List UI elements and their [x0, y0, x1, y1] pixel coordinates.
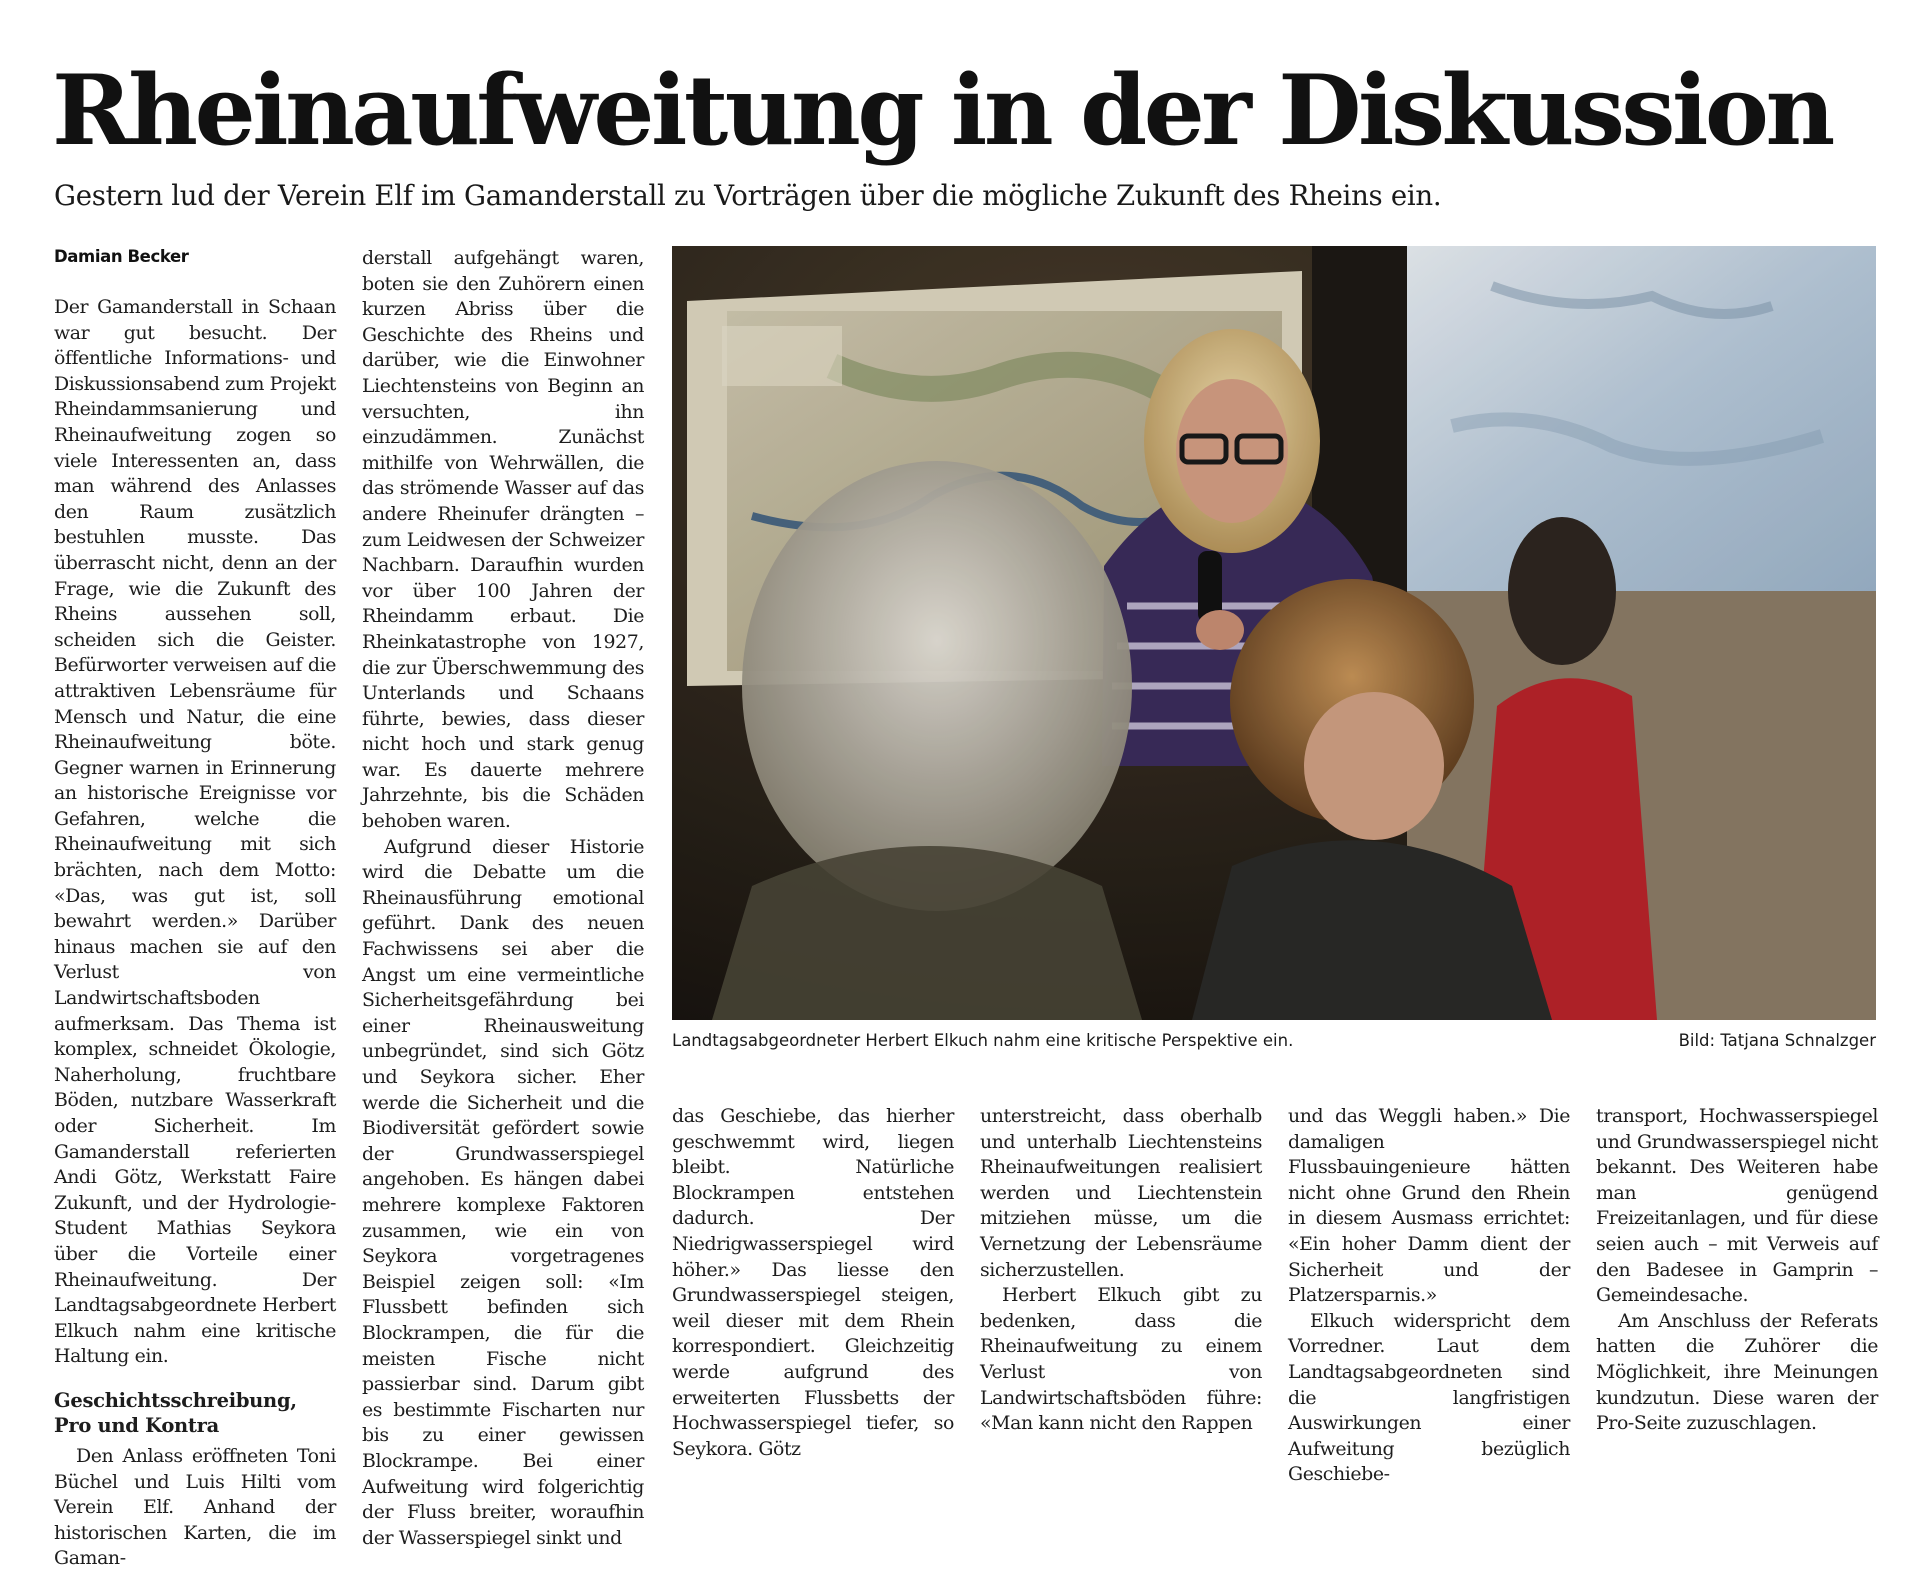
article-paragraph: Aufgrund dieser Historie wird die Debatte um die Rheinausführung emotional geführt. Dank des neuen Fachwissens sei aber die Angst um eine vermeintliche Sicherheitsgefährdung bei einer Rheinausweitung unbegründet, sind sich Götz und Seykora sicher. Eher werde die Sicherheit und die Biodiversität gefördert sowie der Grundwasserspiegel angehoben. Es hängen dabei mehrere komplexe Faktoren zusammen, wie ein von Seykora vorgetragenes Beispiel zeigen soll: «Im Flussbett befinden sich Blockrampen, die für die meisten Fische nicht passierbar sind. Darum gibt es bestimmte Fischarten nur bis zu einer gewissen Blockrampe. Bei einer Aufweitung wird folgerichtig der Fluss breiter, woraufhin der Wasserspiegel sinkt und [362, 835, 644, 1549]
article-paragraph: Herbert Elkuch gibt zu bedenken, dass die Rheinaufweitung zu einem Verlust von Landwirtschaftsböden führe: «Man kann nicht den Rappen [980, 1284, 1262, 1435]
article-paragraph: Der Gamanderstall in Schaan war gut besucht. Der öffentliche Informations- und Diskussionsabend zum Projekt Rheindammsanierung und Rheinaufweitung zogen so viele Interessenten an, dass man während des Anlasses den Raum zusätzlich bestuhlen musste. Das überrascht nicht, denn an der Frage, wie die Zukunft des Rheins aussehen soll, scheiden sich die Geister. Befürworter verweisen auf die attraktiven Lebensräume für Mensch und Natur, die eine Rheinaufweitung böte. Gegner warnen in Erinnerung an historische Ereignisse vor Gefahren, welche die Rheinaufweitung mit sich brächten, nach dem Motto: «Das, was gut ist, soll bewahrt werden.» Darüber hinaus machen sie auf den Verlust von Landwirtschaftsboden aufmerksam. Das Thema ist komplex, schneidet Ökologie, Naherholung, fruchtbare Böden, nutzbare Wasserkraft oder Sicherheit. Im Gamanderstall referierten Andi Götz, Werkstatt Faire Zukunft, und der Hydrologie-Student Mathias Seykora über die Vorteile einer Rheinaufweitung. Der Landtagsabgeordnete Herbert Elkuch nahm eine kritische Haltung ein. [54, 296, 336, 1368]
subheadline: Gestern lud der Verein Elf im Gamanderstall zu Vorträgen über die mögliche Zukunft des Rheins ein. [54, 179, 1442, 212]
photo-caption-row [672, 1028, 1876, 1054]
byline: Damian Becker [54, 247, 189, 266]
article-paragraph: das Geschiebe, das hierher geschwemmt wird, liegen bleibt. Natürliche Blockrampen entstehen dadurch. Der Niedrigwasserspiegel wird höher.» Das liesse den Grundwasserspiegel steigen, weil dieser mit dem Rhein korrespondiert. Gleichzeitig werde aufgrund des erweiterten Flussbetts der Hochwasserspiegel tiefer, so Seykora. Götz [672, 1105, 954, 1460]
article-column-2 [362, 246, 644, 1551]
article-paragraph: und das Weggli haben.» Die damaligen Flussbauingenieure hätten nicht ohne Grund den Rhein in diesem Ausmass errichtet: «Ein hoher Damm dient der Sicherheit und der Platzersparnis.» [1288, 1105, 1570, 1307]
article-paragraph: unterstreicht, dass oberhalb und unterhalb Liechtensteins Rheinaufweitungen realisiert werden und Liechtenstein mitziehen müsse, um die Vernetzung der Lebensräume sicherzustellen. [980, 1105, 1262, 1281]
photo-illustration [672, 246, 1876, 1020]
article-paragraph: Elkuch widerspricht dem Vorredner. Laut dem Landtagsabgeordneten sind die langfristigen Auswirkungen einer Aufweitung bezüglich Geschiebe- [1288, 1309, 1570, 1486]
article-column-1 [54, 246, 336, 1572]
article-column-6 [1596, 1104, 1878, 1437]
crosshead: Geschichtsschreibung, Pro und Kontra [54, 1388, 297, 1437]
article-column-4 [980, 1104, 1262, 1437]
article-paragraph: Am Anschluss der Referats hatten die Zuhörer die Möglichkeit, ihre Meinungen kundzutun. Diese waren der Pro-Seite zuzuschlagen. [1596, 1309, 1878, 1435]
photo-credit: Bild: Tatjana Schnalzger [1678, 1031, 1876, 1050]
headline: Rheinaufweitung in der Diskussion [52, 54, 1832, 167]
article-paragraph: Den Anlass eröffneten Toni Büchel und Luis Hilti vom Verein Elf. Anhand der historischen Karten, die im Gaman- [54, 1444, 336, 1570]
photo-caption: Landtagsabgeordneter Herbert Elkuch nahm eine kritische Perspektive ein. [672, 1031, 1294, 1050]
article-column-5 [1288, 1104, 1570, 1488]
article-column-3 [672, 1104, 954, 1462]
article-photo [672, 246, 1876, 1020]
article-paragraph: derstall aufgehängt waren, boten sie den Zuhörern einen kurzen Abriss über die Geschichte des Rheins und darüber, wie die Einwohner Liechtensteins von Beginn an versuchten, ihn einzudämmen. Zunächst mithilfe von Wehrwällen, die das strömende Wasser auf das andere Rheinufer drängten – zum Leidwesen der Schweizer Nachbarn. Daraufhin wurden vor über 100 Jahren der Rheindamm erbaut. Die Rheinkatastrophe von 1927, die zur Überschwemmung des Unterlands und Schaans führte, bewies, dass dieser nicht hoch und stark genug war. Es dauerte mehrere Jahrzehnte, bis die Schäden behoben waren. [362, 247, 644, 833]
article-paragraph: transport, Hochwasserspiegel und Grundwasserspiegel nicht bekannt. Des Weiteren habe man genügend Freizeitanlagen, und für diese seien auch – mit Verweis auf den Badesee in Gamprin – Gemeindesache. [1596, 1105, 1878, 1307]
